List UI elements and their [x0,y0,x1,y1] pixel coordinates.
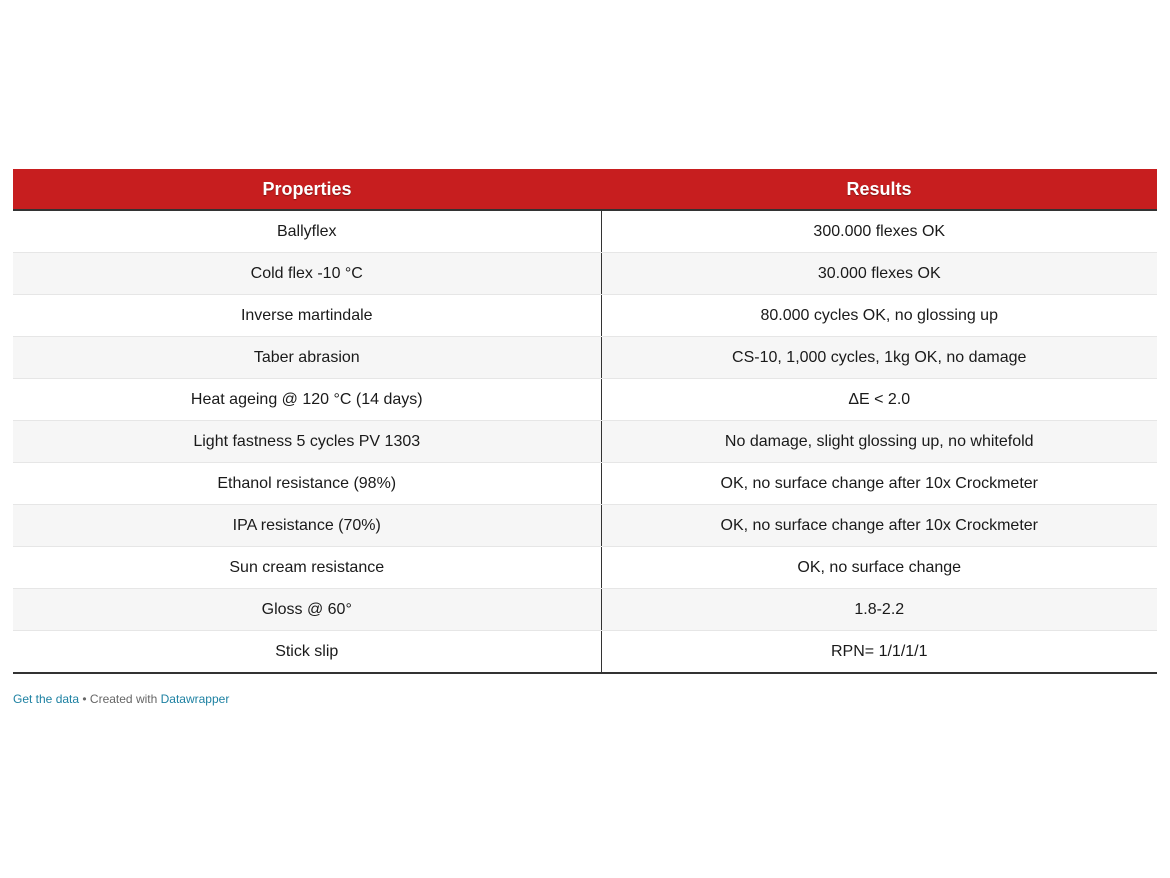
table-row [13,631,1157,674]
table-row [13,547,1157,589]
column-header-properties[interactable]: Properties [13,169,601,210]
table-row [13,210,1157,253]
cell-property: Stick slip [13,631,601,674]
table-row [13,253,1157,295]
cell-result: 80.000 cycles OK, no glossing up [601,295,1157,337]
cell-property: Ballyflex [13,210,601,253]
cell-property: Cold flex -10 °C [13,253,601,295]
cell-result: OK, no surface change [601,547,1157,589]
data-table-container [13,169,1157,674]
table-row [13,463,1157,505]
cell-result: No damage, slight glossing up, no whitefold [601,421,1157,463]
footer [13,692,229,706]
cell-property: Heat ageing @ 120 °C (14 days) [13,379,601,421]
cell-property: Gloss @ 60° [13,589,601,631]
data-table [13,169,1157,674]
footer-separator-text: • Created with [79,692,161,706]
cell-result: 1.8-2.2 [601,589,1157,631]
cell-result: 30.000 flexes OK [601,253,1157,295]
get-data-link[interactable]: Get the data [13,692,80,706]
table-header-row [13,169,1157,210]
cell-property: IPA resistance (70%) [13,505,601,547]
table-row [13,379,1157,421]
cell-property: Taber abrasion [13,337,601,379]
datawrapper-link[interactable]: Datawrapper [160,692,230,706]
table-body [13,210,1157,673]
table-row [13,295,1157,337]
cell-result: ΔE < 2.0 [601,379,1157,421]
cell-property: Sun cream resistance [13,547,601,589]
cell-property: Light fastness 5 cycles PV 1303 [13,421,601,463]
cell-result: OK, no surface change after 10x Crockmeter [601,463,1157,505]
table-row [13,421,1157,463]
cell-result: RPN= 1/1/1/1 [601,631,1157,674]
cell-property: Ethanol resistance (98%) [13,463,601,505]
table-row [13,337,1157,379]
column-header-results[interactable]: Results [601,169,1157,210]
cell-result: CS-10, 1,000 cycles, 1kg OK, no damage [601,337,1157,379]
table-row [13,505,1157,547]
cell-result: 300.000 flexes OK [601,210,1157,253]
cell-property: Inverse martindale [13,295,601,337]
cell-result: OK, no surface change after 10x Crockmeter [601,505,1157,547]
table-row [13,589,1157,631]
